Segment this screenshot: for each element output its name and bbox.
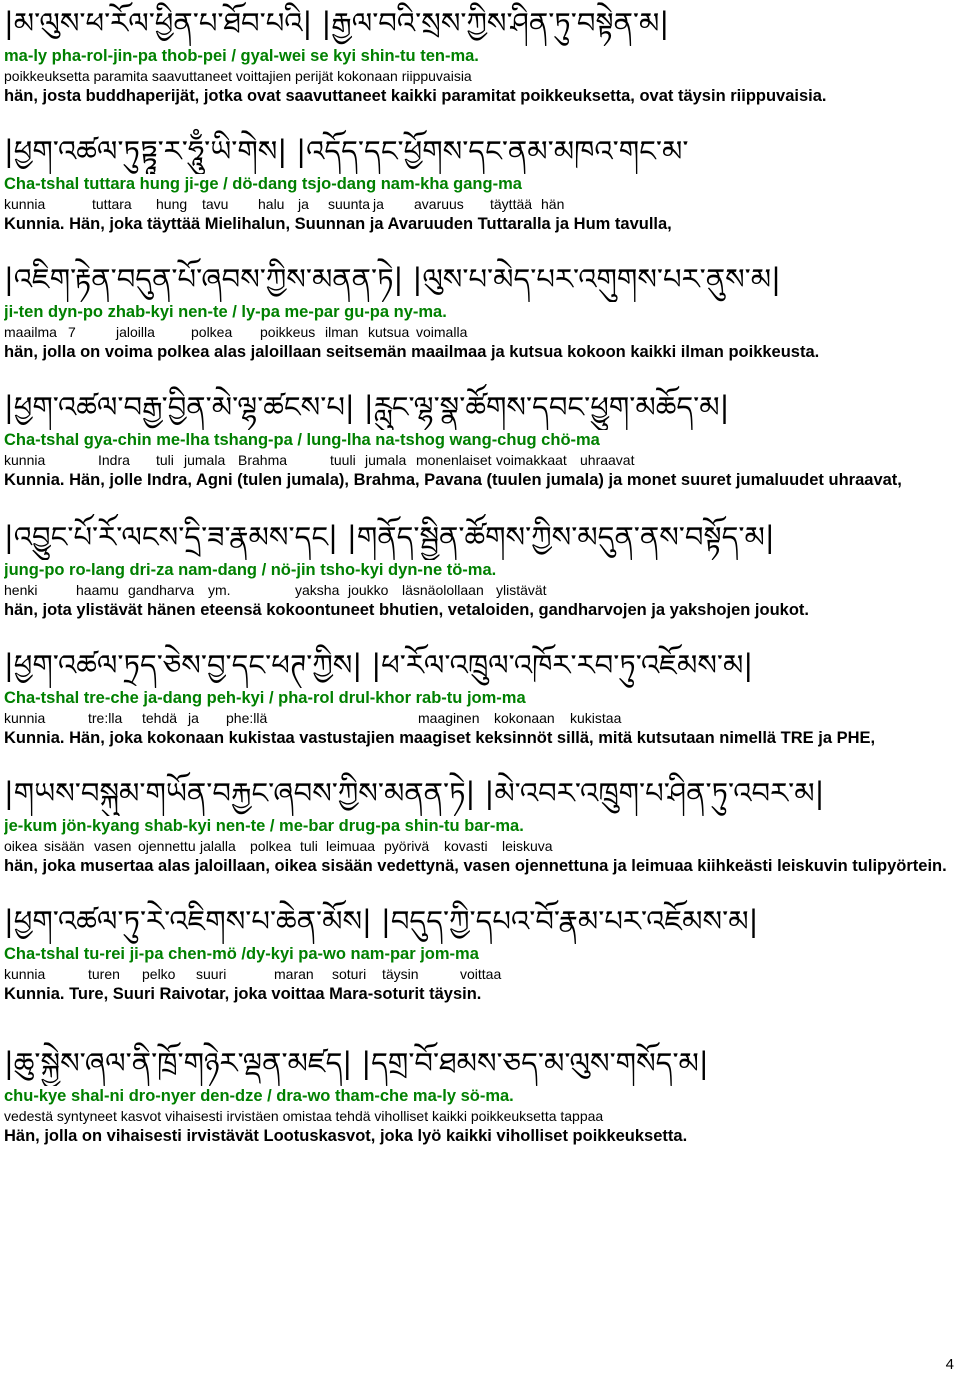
gloss-word: kunnia: [4, 966, 46, 982]
verse-8: [4, 898, 956, 1006]
gloss-text: vedestä syntyneet kasvot vihaisesti irvistäen omistaa tehdä viholliset kaikki poikkeuksetta tappaa: [4, 1108, 604, 1124]
finnish-translation: Hän, jolla on vihaisesti irvistävät Lootuskasvot, joka lyö kaikki viholliset poikkeuksetta.: [4, 1127, 688, 1145]
verse-3: [4, 256, 956, 364]
tibetan-line: |ཕྱག་འཚལ་ཏྲད་ཅེས་བྱ་དང་ཕཊ་ཀྱིས| |ཕ་རོལ་འཁྲུལ་འཁོར་རབ་ཏུ་འཇོམས་མ|: [4, 648, 754, 682]
gloss-word: yaksha: [295, 582, 340, 598]
gloss-word: täyttää: [490, 196, 533, 212]
verse-4: [4, 384, 956, 492]
tibetan-line: |འཇིག་རྟེན་བདུན་པོ་ཞབས་ཀྱིས་མནན་ཏེ| |ལུས་པ་མེད་པར་འགུགས་པར་ནུས་མ|: [4, 262, 781, 296]
finnish-translation: hän, jota ylistävät hänen eteensä kokoontuneet bhutien, vetaloiden, gandharvojen ja yakshojen joukot.: [4, 601, 810, 619]
transliteration-line: Cha-tshal gya-chin me-lha tshang-pa / lung-lha na-tshog wang-chug chö-ma: [4, 431, 600, 449]
gloss-word: ojennettu: [138, 838, 196, 854]
gloss-word: tuli: [156, 452, 174, 468]
tibetan-line: |འབྱུང་པོ་རོ་ལངས་དྲི་ཟ་རྣམས་དང| |གནོད་སྦྱིན་ཚོགས་ཀྱིས་མདུན་ནས་བསྟོད་མ|: [4, 520, 775, 554]
transliteration-line: chu-kye shal-ni dro-nyer den-dze / dra-wo tham-che ma-ly sö-ma.: [4, 1087, 514, 1105]
gloss-word: maaginen: [418, 710, 480, 726]
gloss-word: voimakkaat: [496, 452, 567, 468]
gloss-word: halu: [258, 196, 285, 212]
gloss-word: tuli: [300, 838, 318, 854]
gloss-word: uhraavat: [580, 452, 635, 468]
gloss-word: haamu: [76, 582, 119, 598]
gloss-word: sisään: [44, 838, 85, 854]
verse-6: [4, 642, 956, 750]
tibetan-line: |ཕྱག་འཚལ་ཏུ་རེ་འཇིགས་པ་ཆེན་མོས| |བདུད་ཀྱི་དཔའ་བོ་རྣམ་པར་འཇོམས་མ|: [4, 904, 759, 938]
gloss-word: jumala: [184, 452, 226, 468]
gloss-line: [4, 451, 956, 469]
gloss-line: [4, 837, 956, 855]
gloss-word: jaloilla: [116, 324, 155, 340]
gloss-line: [4, 709, 956, 727]
gloss-word: tuttara: [92, 196, 132, 212]
finnish-translation: hän, josta buddhaperijät, jotka ovat saavuttaneet kaikki paramitat poikkeuksetta, ovat täysin riippuvaisia.: [4, 87, 827, 105]
transliteration-line: je-kum jön-kyang shab-kyi nen-te / me-bar drug-pa shin-tu bar-ma.: [4, 817, 524, 835]
gloss-word: pelko: [142, 966, 176, 982]
gloss-word: maran: [274, 966, 314, 982]
gloss-word: kunnia: [4, 196, 46, 212]
finnish-translation: Kunnia. Hän, jolle Indra, Agni (tulen jumala), Brahma, Pavana (tuulen jumala) ja monet suuret jumaluudet uhraavat,: [4, 471, 902, 489]
gloss-word: hung: [156, 196, 188, 212]
transliteration-line: Cha-tshal tre-che ja-dang peh-kyi / pha-rol drul-khor rab-tu jom-ma: [4, 689, 526, 707]
gloss-word: turen: [88, 966, 120, 982]
gloss-word: voimalla: [416, 324, 468, 340]
gloss-word: Indra: [98, 452, 130, 468]
verse-2: [4, 128, 956, 236]
gloss-line: [4, 67, 956, 85]
gloss-word: kukistaa: [570, 710, 622, 726]
gloss-word: 7: [68, 324, 76, 340]
gloss-word: oikea: [4, 838, 38, 854]
gloss-word: hän: [541, 196, 565, 212]
finnish-translation: Kunnia. Hän, joka kokonaan kukistaa vastustajien maagiset keksinnöt sillä, mitä kutsutaan nimellä TRE ja PHE,: [4, 729, 876, 747]
gloss-word: monenlaiset: [416, 452, 492, 468]
transliteration-line: jung-po ro-lang dri-za nam-dang / nö-jin tsho-kyi dyn-ne tö-ma.: [4, 561, 497, 579]
gloss-word: henki: [4, 582, 38, 598]
gloss-word: ja: [298, 196, 309, 212]
gloss-word: pyörivä: [384, 838, 430, 854]
gloss-word: kokonaan: [494, 710, 555, 726]
verse-9: [4, 1040, 956, 1148]
gloss-word: polkea: [191, 324, 233, 340]
gloss-word: gandharva: [128, 582, 195, 598]
tibetan-line: |ཕྱག་འཚལ་ཏུཏྟཱ་ར་ཧཱུྃ་ཡི་གེས| |འདོད་དང་ཕྱོགས་དང་ནམ་མཁའ་གང་མ་: [4, 134, 689, 168]
finnish-translation: hän, joka musertaa alas jaloillaan, oikea sisään vedettynä, vasen ojennettuna ja leimuaa kiihkeästi leiskuvin tulipyörtein.: [4, 857, 947, 875]
gloss-word: täysin: [382, 966, 419, 982]
verse-7: [4, 770, 956, 878]
gloss-word: kunnia: [4, 710, 46, 726]
gloss-word: kovasti: [444, 838, 488, 854]
transliteration-line: Cha-tshal tu-rei ji-pa chen-mö /dy-kyi pa-wo nam-par jom-ma: [4, 945, 479, 963]
gloss-word: tre:lla: [88, 710, 123, 726]
tibetan-line: |ཕྱག་འཚལ་བརྒྱ་བྱིན་མེ་ལྷ་ཚངས་པ| |རླུང་ལྷ་སྣ་ཚོགས་དབང་ཕྱུག་མཆོད་མ|: [4, 390, 730, 424]
tibetan-line: |གཡས་བསྐུམ་གཡོན་བརྐྱང་ཞབས་ཀྱིས་མནན་ཏེ| |མེ་འབར་འཁྲུག་པ་ཤིན་ཏུ་འབར་མ|: [4, 776, 825, 810]
gloss-word: kutsua: [368, 324, 410, 340]
gloss-word: kunnia: [4, 452, 46, 468]
gloss-word: ja: [373, 196, 384, 212]
gloss-word: maailma: [4, 324, 57, 340]
gloss-line: [4, 965, 956, 983]
gloss-word: vasen: [94, 838, 132, 854]
gloss-line: [4, 581, 956, 599]
transliteration-line: ji-ten dyn-po zhab-kyi nen-te / ly-pa me-par gu-pa ny-ma.: [4, 303, 447, 321]
transliteration-line: Cha-tshal tuttara hung ji-ge / dö-dang tsjo-dang nam-kha gang-ma: [4, 175, 522, 193]
gloss-word: polkea: [250, 838, 292, 854]
finnish-translation: hän, jolla on voima polkea alas jaloillaan seitsemän maailmaa ja kutsua kokoon kaikki ilman poikkeusta.: [4, 343, 820, 361]
gloss-word: jalalla: [200, 838, 236, 854]
gloss-word: phe:llä: [226, 710, 268, 726]
gloss-word: tavu: [202, 196, 229, 212]
gloss-line: [4, 195, 956, 213]
transliteration-line: ma-ly pha-rol-jin-pa thob-pei / gyal-wei se kyi shin-tu ten-ma.: [4, 47, 479, 65]
gloss-line: [4, 323, 956, 341]
gloss-word: Brahma: [238, 452, 288, 468]
gloss-word: jumala: [365, 452, 407, 468]
page-number: 4: [945, 1356, 954, 1373]
gloss-word: soturi: [332, 966, 367, 982]
gloss-word: joukko: [348, 582, 389, 598]
gloss-word: tuuli: [330, 452, 356, 468]
tibetan-line: |ཆུ་སྐྱེས་ཞལ་ནི་ཁྲོ་གཉེར་ལྡན་མཛད| |དགྲ་བོ་ཐམས་ཅད་མ་ལུས་གསོད་མ|: [4, 1046, 709, 1080]
gloss-word: ym.: [208, 582, 231, 598]
gloss-word: ylistävät: [496, 582, 547, 598]
gloss-word: tehdä: [142, 710, 178, 726]
gloss-word: leiskuva: [502, 838, 553, 854]
gloss-word: voittaa: [460, 966, 502, 982]
document-page: [4, 0, 956, 1148]
tibetan-line: |མ་ལུས་ཕ་རོལ་ཕྱིན་པ་ཐོབ་པའི| |རྒྱལ་བའི་སྲས་ཀྱིས་ཤིན་ཏུ་བསྟེན་མ|: [4, 6, 670, 40]
finnish-translation: Kunnia. Ture, Suuri Raivotar, joka voittaa Mara-soturit täysin.: [4, 985, 482, 1003]
gloss-word: suuri: [196, 966, 227, 982]
gloss-word: suunta: [328, 196, 371, 212]
verse-5: [4, 514, 956, 622]
gloss-word: leimuaa: [326, 838, 376, 854]
gloss-line: [4, 1107, 956, 1125]
gloss-word: ja: [188, 710, 199, 726]
gloss-word: avaruus: [414, 196, 464, 212]
finnish-translation: Kunnia. Hän, joka täyttää Mielihalun, Suunnan ja Avaruuden Tuttaralla ja Hum tavulla,: [4, 215, 672, 233]
gloss-word: poikkeus: [260, 324, 316, 340]
gloss-word: ilman: [325, 324, 359, 340]
gloss-text: poikkeuksetta paramita saavuttaneet voittajien perijät kokonaan riippuvaisia: [4, 68, 472, 84]
gloss-word: läsnäolollaan: [402, 582, 484, 598]
verse-1: [4, 0, 956, 108]
